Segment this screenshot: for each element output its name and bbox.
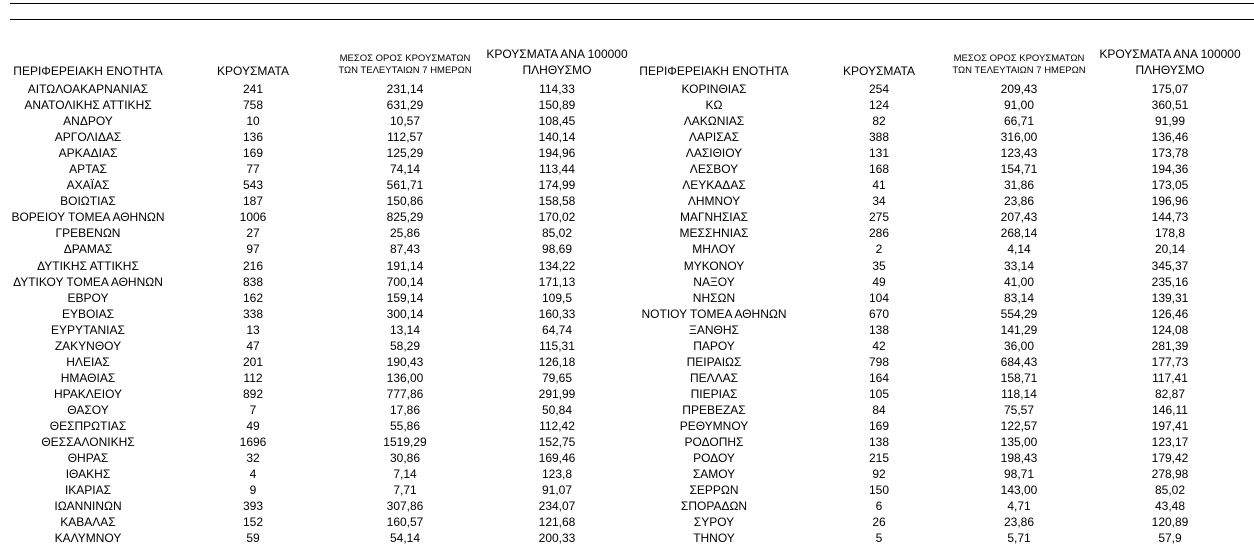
region-cell: ΖΑΚΥΝΘΟΥ	[54, 338, 122, 353]
per-capita-cell: 170,02	[538, 210, 576, 225]
per-capita-cell: 82,87	[1154, 386, 1186, 401]
avg-cell: 143,00	[1000, 483, 1038, 498]
per-capita-cell: 152,75	[538, 435, 576, 450]
avg-cell: 190,43	[386, 354, 424, 369]
avg-cell: 36,00	[1003, 338, 1035, 353]
avg-cell: 13,14	[389, 322, 421, 337]
per-capita-cell: 178,8	[1154, 226, 1186, 241]
header-region: ΠΕΡΙΦΕΡΕΙΑΚΗ ΕΝΟΤΗΤΑ	[639, 64, 789, 78]
cases-cell: 41	[872, 178, 886, 193]
avg-cell: 160,57	[386, 515, 424, 530]
header-cases: ΚΡΟΥΣΜΑΤΑ	[217, 64, 289, 78]
per-capita-cell: 134,22	[538, 258, 576, 273]
avg-cell: 136,00	[386, 370, 424, 385]
per-capita-cell: 291,99	[538, 386, 576, 401]
per-capita-cell: 126,18	[538, 354, 576, 369]
region-cell: ΗΜΑΘΙΑΣ	[60, 370, 116, 385]
region-cell: ΠΕΙΡΑΙΩΣ	[686, 354, 742, 369]
per-capita-cell: 124,08	[1151, 322, 1189, 337]
per-capita-cell: 57,9	[1158, 531, 1182, 546]
avg-cell: 125,29	[386, 146, 424, 161]
avg-cell: 4,71	[1007, 499, 1031, 514]
region-cell: ΡΟΔΟΥ	[693, 451, 735, 466]
cases-cell: 187	[242, 194, 264, 209]
cases-cell: 105	[868, 386, 890, 401]
region-cell: ΝΗΣΩΝ	[692, 290, 736, 305]
avg-cell: 5,71	[1007, 531, 1031, 546]
region-cell: ΕΒΡΟΥ	[67, 290, 109, 305]
region-cell: ΣΠΟΡΑΔΩΝ	[680, 499, 748, 514]
region-cell: ΛΕΣΒΟΥ	[689, 162, 739, 177]
region-cell: ΣΕΡΡΩΝ	[689, 483, 739, 498]
avg-cell: 7,71	[393, 483, 417, 498]
region-cell: ΚΩ	[705, 98, 723, 113]
top-rule	[10, 3, 1254, 4]
region-cell: ΚΟΡΙΝΘΙΑΣ	[681, 82, 747, 96]
per-capita-cell: 146,11	[1152, 402, 1188, 417]
avg-cell: 158,71	[1000, 370, 1038, 385]
cases-cell: 49	[246, 418, 260, 433]
region-cell: ΙΚΑΡΙΑΣ	[64, 483, 112, 498]
region-cell: ΘΗΡΑΣ	[67, 451, 109, 466]
avg-cell: 159,14	[386, 290, 424, 305]
avg-cell: 17,86	[389, 402, 421, 417]
cases-cell: 77	[246, 162, 260, 177]
avg-cell: 1519,29	[383, 435, 427, 450]
region-cell: ΘΕΣΣΑΛΟΝΙΚΗΣ	[41, 435, 135, 450]
region-cell: ΕΥΒΟΙΑΣ	[61, 306, 115, 321]
region-cell: ΣΑΜΟΥ	[692, 467, 736, 482]
per-capita-cell: 114,33	[539, 82, 575, 96]
avg-cell: 118,14	[1001, 386, 1037, 401]
avg-cell: 316,00	[1000, 130, 1038, 145]
avg-cell: 58,29	[389, 338, 421, 353]
cases-cell: 338	[242, 306, 264, 321]
header-rule	[10, 19, 1254, 20]
region-cell: ΠΕΛΛΑΣ	[689, 370, 739, 385]
region-cell: ΑΧΑΪΑΣ	[66, 178, 110, 193]
per-capita-cell: 126,46	[1151, 306, 1189, 321]
cases-cell: 9	[249, 483, 257, 498]
avg-cell: 74,14	[389, 162, 421, 177]
cases-cell: 42	[872, 338, 886, 353]
cases-cell: 131	[868, 146, 890, 161]
cases-cell: 84	[872, 402, 886, 417]
per-capita-cell: 200,33	[538, 531, 576, 546]
region-cell: ΡΕΘΥΜΝΟΥ	[679, 418, 749, 433]
cases-cell: 112	[243, 370, 263, 385]
cases-cell: 168	[868, 162, 890, 177]
cases-cell: 670	[868, 306, 890, 321]
avg-cell: 191,14	[386, 258, 424, 273]
header-avg-line1: ΜΕΣΟΣ ΟΡΟΣ ΚΡΟΥΣΜΑΤΩΝ	[953, 53, 1085, 64]
region-cell: ΞΑΝΘΗΣ	[689, 322, 739, 337]
cases-cell: 254	[868, 82, 890, 96]
cases-cell: 92	[872, 467, 886, 482]
region-cell: ΒΟΡΕΙΟΥ ΤΟΜΕΑ ΑΘΗΝΩΝ	[11, 210, 165, 225]
avg-cell: 98,71	[1003, 467, 1035, 482]
region-cell: ΚΑΛΥΜΝΟΥ	[54, 531, 122, 546]
avg-cell: 825,29	[386, 210, 424, 225]
region-cell: ΜΥΚΟΝΟΥ	[683, 258, 745, 273]
per-capita-cell: 79,65	[541, 370, 573, 385]
per-capita-cell: 136,46	[1151, 130, 1189, 145]
region-cell: ΛΗΜΝΟΥ	[687, 194, 741, 209]
cases-cell: 124	[868, 98, 890, 113]
region-cell: ΤΗΝΟΥ	[693, 531, 735, 546]
per-capita-cell: 194,96	[538, 146, 576, 161]
cases-cell: 162	[242, 290, 264, 305]
region-cell: ΒΟΙΩΤΙΑΣ	[60, 194, 116, 209]
per-capita-cell: 175,07	[1151, 82, 1189, 96]
avg-cell: 83,14	[1003, 290, 1035, 305]
avg-cell: 141,29	[1000, 322, 1038, 337]
region-cell: ΠΡΕΒΕΖΑΣ	[682, 402, 746, 417]
per-capita-cell: 43,48	[1154, 499, 1186, 514]
per-capita-cell: 123,17	[1151, 435, 1189, 450]
cases-cell: 2	[875, 242, 883, 257]
region-cell: ΕΥΡΥΤΑΝΙΑΣ	[51, 322, 125, 337]
cases-cell: 10	[246, 114, 260, 129]
per-capita-cell: 360,51	[1151, 98, 1189, 113]
header-per-line2: ΠΛΗΘΥΣΜΟ	[522, 63, 592, 77]
cases-cell: 82	[872, 114, 886, 129]
avg-cell: 23,86	[1003, 194, 1035, 209]
avg-cell: 33,14	[1003, 258, 1035, 273]
per-capita-cell: 115,31	[539, 338, 575, 353]
header-avg-line2: ΤΩΝ ΤΕΛΕΥΤΑΙΩΝ 7 ΗΜΕΡΩΝ	[952, 65, 1086, 76]
region-cell: ΙΩΑΝΝΙΝΩΝ	[54, 499, 122, 514]
per-capita-cell: 20,14	[1154, 242, 1186, 257]
region-cell: ΑΝΔΡΟΥ	[63, 114, 113, 129]
region-cell: ΝΟΤΙΟΥ ΤΟΜΕΑ ΑΘΗΝΩΝ	[641, 306, 787, 321]
region-cell: ΔΥΤΙΚΟΥ ΤΟΜΕΑ ΑΘΗΝΩΝ	[13, 274, 163, 289]
cases-cell: 26	[872, 515, 886, 530]
region-cell: ΚΑΒΑΛΑΣ	[60, 515, 116, 530]
per-capita-cell: 91,07	[541, 483, 573, 498]
cases-cell: 27	[246, 226, 260, 241]
region-cell: ΛΕΥΚΑΔΑΣ	[682, 178, 746, 193]
region-cell: ΠΙΕΡΙΑΣ	[690, 386, 738, 401]
cases-cell: 138	[868, 435, 890, 450]
avg-cell: 561,71	[386, 178, 424, 193]
per-capita-cell: 196,96	[1151, 194, 1189, 209]
per-capita-cell: 150,89	[538, 98, 576, 113]
cases-cell: 35	[872, 258, 886, 273]
per-capita-cell: 179,42	[1151, 451, 1189, 466]
cases-cell: 216	[242, 258, 264, 273]
region-cell: ΜΑΓΝΗΣΙΑΣ	[679, 210, 749, 225]
cases-cell: 150	[868, 483, 890, 498]
per-capita-cell: 281,39	[1151, 338, 1189, 353]
per-capita-cell: 50,84	[541, 402, 573, 417]
cases-cell: 34	[872, 194, 886, 209]
region-cell: ΑΡΓΟΛΙΔΑΣ	[54, 130, 122, 145]
avg-cell: 150,86	[386, 194, 424, 209]
cases-cell: 97	[246, 242, 260, 257]
per-capita-cell: 345,37	[1151, 258, 1189, 273]
region-cell: ΡΟΔΟΠΗΣ	[684, 435, 744, 450]
per-capita-cell: 235,16	[1151, 274, 1189, 289]
cases-cell: 152	[242, 515, 264, 530]
header-region: ΠΕΡΙΦΕΡΕΙΑΚΗ ΕΝΟΤΗΤΑ	[13, 64, 163, 78]
region-cell: ΙΘΑΚΗΣ	[65, 467, 111, 482]
cases-cell: 169	[242, 146, 264, 161]
cases-cell: 215	[868, 451, 890, 466]
avg-cell: 554,29	[1000, 306, 1038, 321]
per-capita-cell: 85,02	[1154, 483, 1186, 498]
per-capita-cell: 194,36	[1151, 162, 1189, 177]
header-avg-line1: ΜΕΣΟΣ ΟΡΟΣ ΚΡΟΥΣΜΑΤΩΝ	[339, 53, 471, 64]
avg-cell: 30,86	[389, 451, 421, 466]
cases-cell: 1696	[239, 435, 267, 450]
per-capita-cell: 64,74	[541, 322, 573, 337]
per-capita-cell: 85,02	[541, 226, 573, 241]
cases-cell: 543	[242, 178, 264, 193]
avg-cell: 300,14	[386, 306, 424, 321]
region-cell: ΗΡΑΚΛΕΙΟΥ	[53, 386, 123, 401]
cases-cell: 393	[242, 499, 264, 514]
region-cell: ΝΑΞΟΥ	[693, 274, 735, 289]
avg-cell: 41,00	[1003, 274, 1035, 289]
cases-cell: 47	[246, 338, 260, 353]
cases-cell: 32	[246, 451, 260, 466]
avg-cell: 631,29	[386, 98, 424, 113]
region-cell: ΠΑΡΟΥ	[693, 338, 735, 353]
per-capita-cell: 91,99	[1154, 114, 1186, 129]
avg-cell: 23,86	[1003, 515, 1035, 530]
per-capita-cell: 123,8	[541, 467, 573, 482]
avg-cell: 91,00	[1003, 98, 1035, 113]
cases-cell: 892	[242, 386, 264, 401]
region-cell: ΑΡΤΑΣ	[69, 162, 107, 177]
header-per-line1: ΚΡΟΥΣΜΑΤΑ ΑΝΑ 100000	[486, 47, 628, 61]
avg-cell: 4,14	[1007, 242, 1031, 257]
avg-cell: 122,57	[1000, 418, 1038, 433]
region-cell: ΔΡΑΜΑΣ	[63, 242, 113, 257]
cases-cell: 1006	[239, 210, 267, 225]
cases-cell: 838	[242, 274, 264, 289]
region-cell: ΘΑΣΟΥ	[67, 402, 109, 417]
per-capita-cell: 197,41	[1151, 418, 1189, 433]
avg-cell: 777,86	[386, 386, 424, 401]
per-capita-cell: 121,68	[538, 515, 576, 530]
cases-cell: 388	[868, 130, 890, 145]
per-capita-cell: 177,73	[1151, 354, 1189, 369]
region-cell: ΗΛΕΙΑΣ	[66, 354, 110, 369]
region-cell: ΑΝΑΤΟΛΙΚΗΣ ΑΤΤΙΚΗΣ	[24, 98, 152, 113]
avg-cell: 135,00	[1000, 435, 1038, 450]
per-capita-cell: 174,99	[538, 178, 576, 193]
cases-cell: 201	[242, 354, 264, 369]
region-cell: ΣΥΡΟΥ	[693, 515, 735, 530]
cases-cell: 758	[242, 98, 264, 113]
cases-cell: 6	[875, 499, 883, 514]
avg-cell: 54,14	[389, 531, 421, 546]
avg-cell: 112,57	[387, 130, 423, 145]
region-cell: ΑΡΚΑΔΙΑΣ	[58, 146, 118, 161]
header-per-line1: ΚΡΟΥΣΜΑΤΑ ΑΝΑ 100000	[1099, 47, 1241, 61]
header-cases: ΚΡΟΥΣΜΑΤΑ	[843, 64, 915, 78]
per-capita-cell: 112,42	[539, 418, 575, 433]
per-capita-cell: 108,45	[538, 114, 576, 129]
per-capita-cell: 171,13	[538, 274, 576, 289]
region-cell: ΜΗΛΟΥ	[692, 242, 736, 257]
header-per-line2: ΠΛΗΘΥΣΜΟ	[1135, 63, 1205, 77]
avg-cell: 700,14	[386, 274, 424, 289]
avg-cell: 66,71	[1003, 114, 1035, 129]
region-cell: ΔΥΤΙΚΗΣ ΑΤΤΙΚΗΣ	[37, 258, 139, 273]
per-capita-cell: 117,41	[1152, 370, 1188, 385]
avg-cell: 207,43	[1000, 210, 1038, 225]
per-capita-cell: 144,73	[1151, 210, 1189, 225]
region-cell: ΘΕΣΠΡΩΤΙΑΣ	[49, 418, 127, 433]
per-capita-cell: 98,69	[541, 242, 573, 257]
per-capita-cell: 139,31	[1151, 290, 1189, 305]
region-cell: ΛΑΚΩΝΙΑΣ	[683, 114, 745, 129]
avg-cell: 25,86	[389, 226, 421, 241]
cases-cell: 4	[249, 467, 257, 482]
per-capita-cell: 109,5	[541, 290, 573, 305]
avg-cell: 10,57	[389, 114, 421, 129]
avg-cell: 684,43	[1000, 354, 1038, 369]
per-capita-cell: 140,14	[538, 130, 576, 145]
cases-cell: 164	[868, 370, 890, 385]
cases-cell: 138	[868, 322, 890, 337]
cases-cell: 49	[872, 274, 886, 289]
avg-cell: 7,14	[393, 467, 417, 482]
avg-cell: 307,86	[386, 499, 424, 514]
avg-cell: 55,86	[389, 418, 421, 433]
avg-cell: 87,43	[389, 242, 421, 257]
cases-cell: 241	[242, 82, 264, 96]
cases-cell: 286	[868, 226, 890, 241]
cases-cell: 59	[246, 531, 260, 546]
per-capita-cell: 169,46	[538, 451, 576, 466]
avg-cell: 268,14	[1000, 226, 1038, 241]
region-cell: ΜΕΣΣΗΝΙΑΣ	[679, 226, 749, 241]
cases-cell: 136	[242, 130, 264, 145]
per-capita-cell: 234,07	[538, 499, 576, 514]
region-cell: ΛΑΣΙΘΙΟΥ	[685, 146, 743, 161]
cases-cell: 275	[868, 210, 890, 225]
cases-cell: 5	[875, 531, 883, 546]
region-cell: ΛΑΡΙΣΑΣ	[688, 130, 740, 145]
avg-cell: 154,71	[1000, 162, 1038, 177]
region-cell: ΓΡΕΒΕΝΩΝ	[55, 226, 121, 241]
per-capita-cell: 278,98	[1151, 467, 1189, 482]
cases-cell: 169	[868, 418, 890, 433]
avg-cell: 231,14	[386, 82, 424, 96]
avg-cell: 75,57	[1003, 402, 1035, 417]
avg-cell: 31,86	[1003, 178, 1035, 193]
avg-cell: 198,43	[1000, 451, 1038, 466]
per-capita-cell: 113,44	[539, 162, 575, 177]
cases-cell: 7	[249, 402, 257, 417]
per-capita-cell: 158,58	[538, 194, 576, 209]
region-cell: ΑΙΤΩΛΟΑΚΑΡΝΑΝΙΑΣ	[27, 82, 149, 96]
header-avg-line2: ΤΩΝ ΤΕΛΕΥΤΑΙΩΝ 7 ΗΜΕΡΩΝ	[338, 65, 472, 76]
per-capita-cell: 173,05	[1151, 178, 1189, 193]
cases-cell: 798	[868, 354, 890, 369]
cases-cell: 104	[868, 290, 890, 305]
cases-cell: 13	[246, 322, 260, 337]
avg-cell: 209,43	[1000, 82, 1038, 96]
per-capita-cell: 120,89	[1151, 515, 1189, 530]
per-capita-cell: 173,78	[1151, 146, 1189, 161]
per-capita-cell: 160,33	[538, 306, 576, 321]
avg-cell: 123,43	[1000, 146, 1038, 161]
